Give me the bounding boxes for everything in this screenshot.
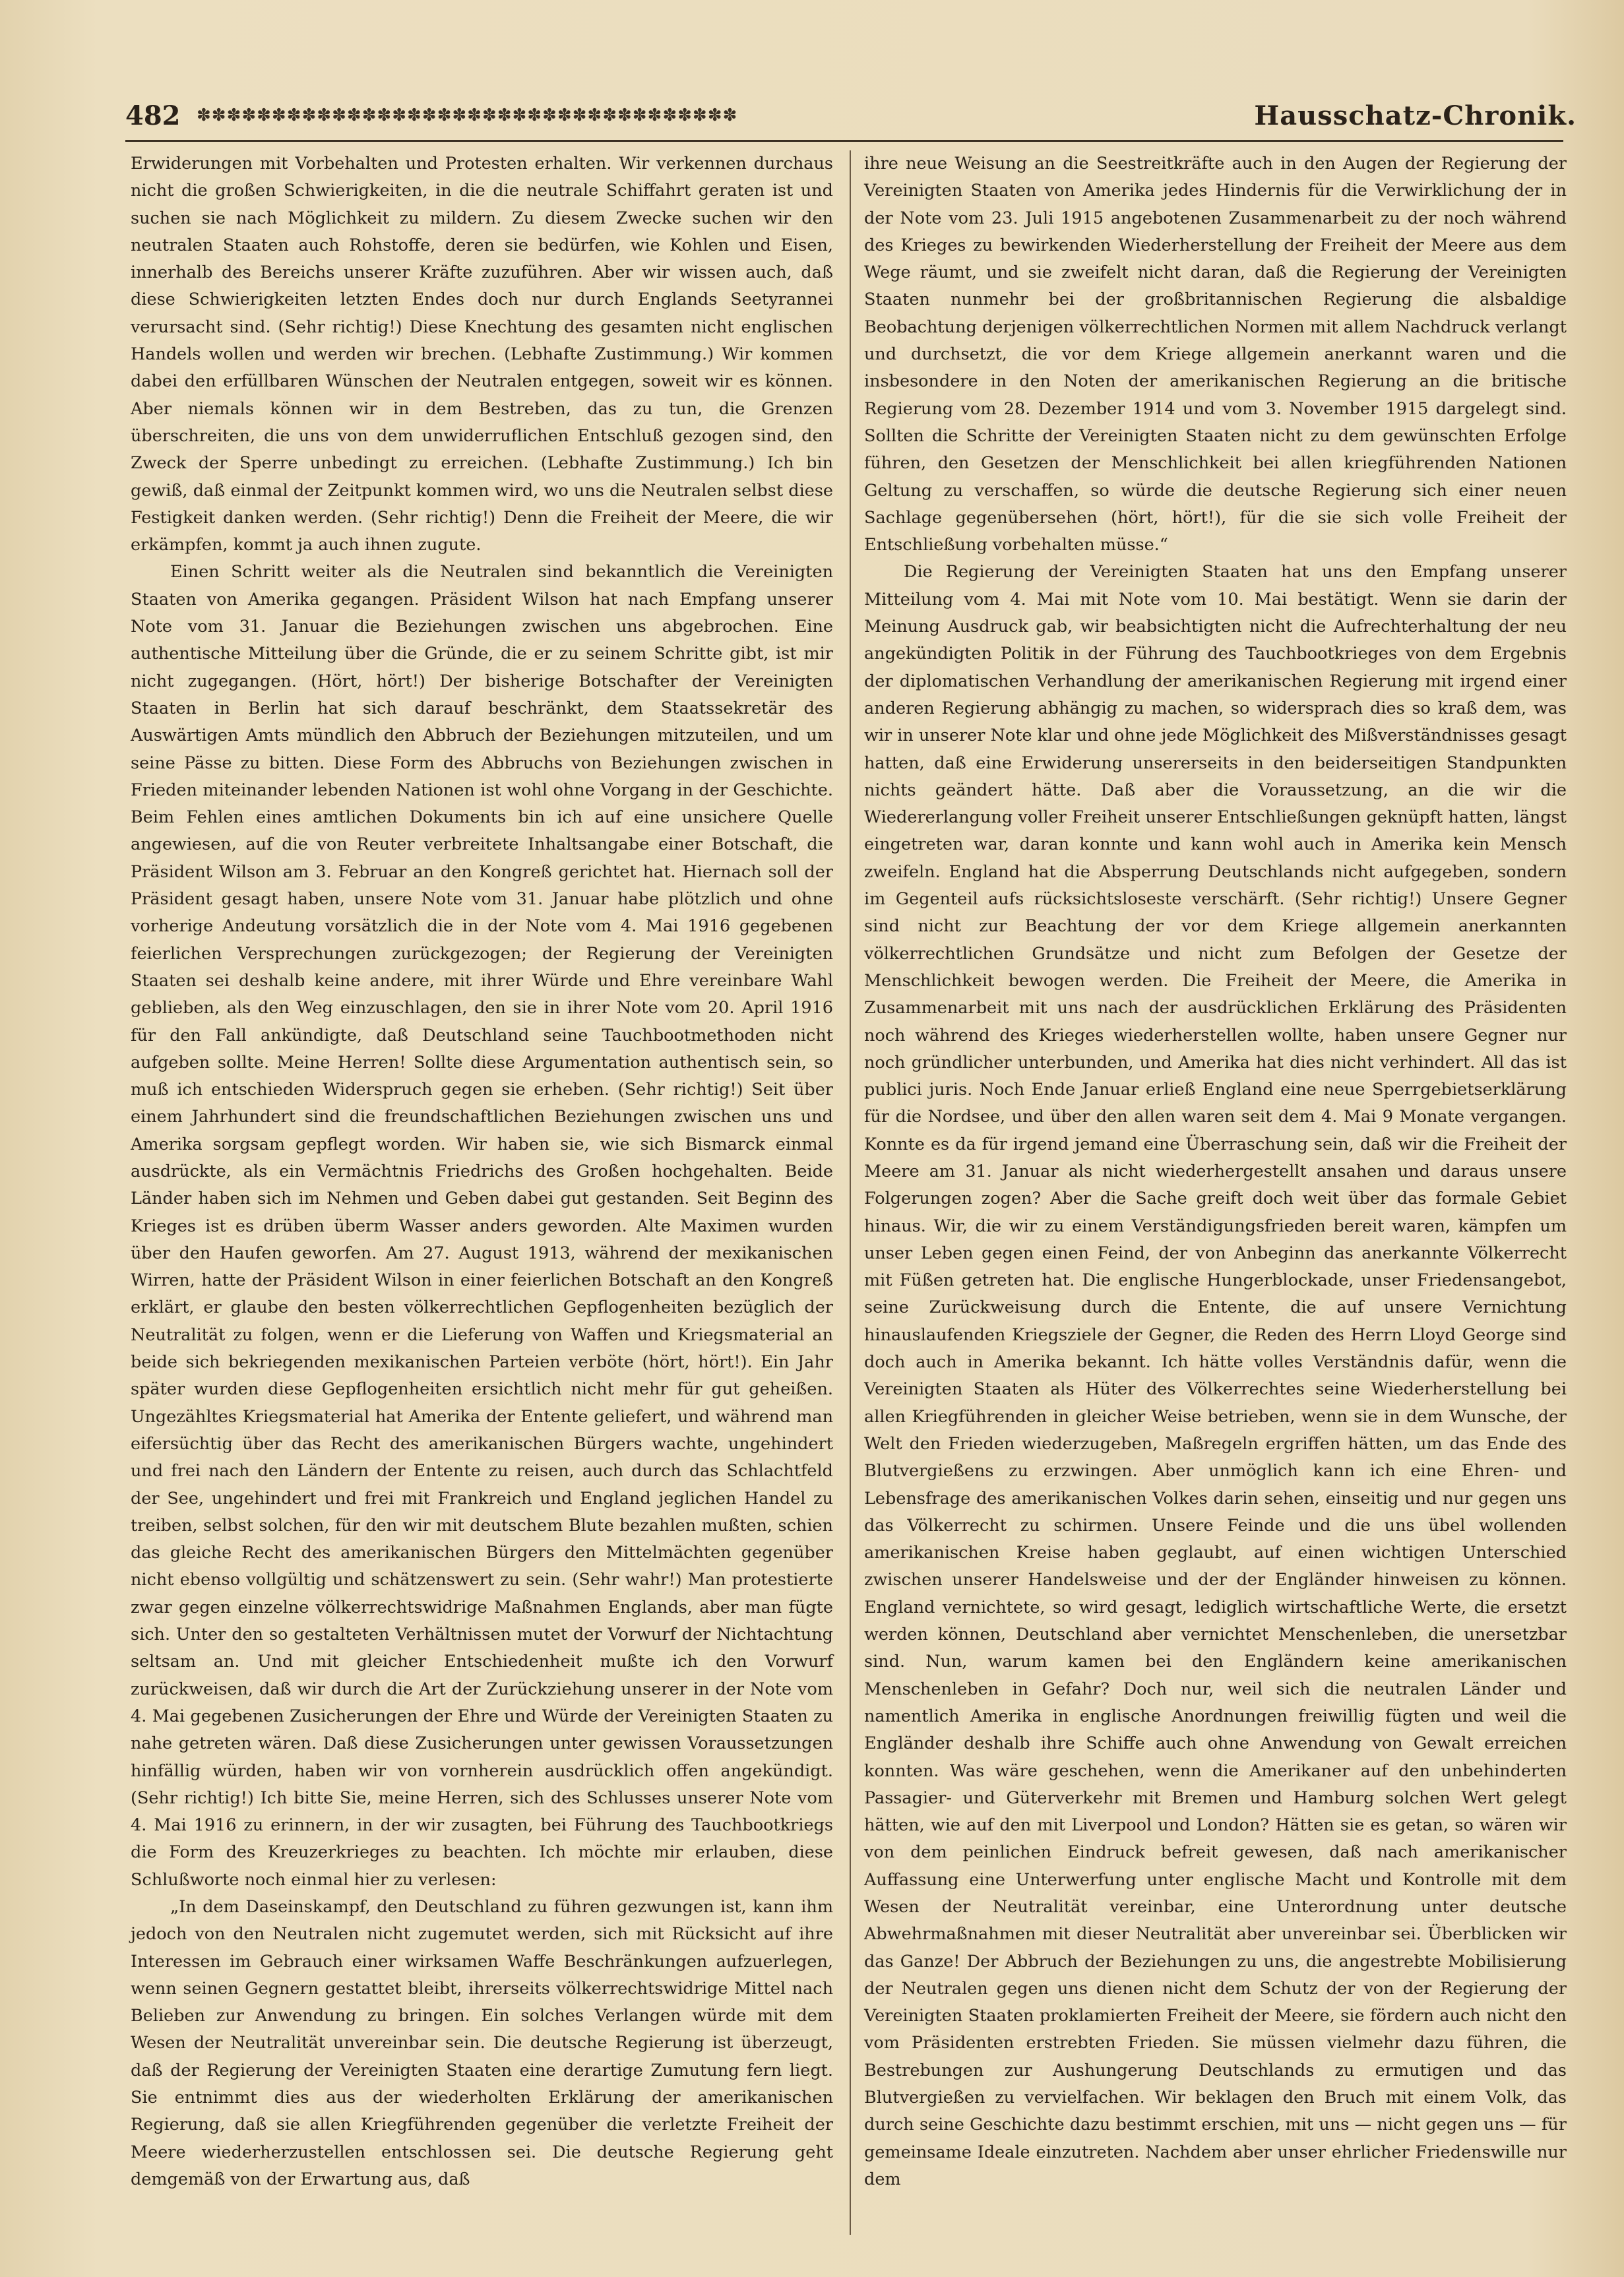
ornament-stars: ✽✽✽✽✽✽✽✽✽✽✽✽✽✽✽✽✽✽✽✽✽✽✽✽✽✽✽✽✽✽✽✽✽✽✽✽ — [197, 106, 738, 125]
column-divider — [850, 150, 851, 2235]
right-column — [864, 150, 1567, 2193]
running-header — [125, 92, 1577, 139]
paragraph: Erwiderungen mit Vorbehalten und Protesten erhalten. Wir verkennen durchaus nicht die großen Schwierigkeiten, in die die neutrale Schiffahrt geraten ist und suchen sie nach Möglichkeit zu mildern. Zu diesem Zwecke suchen wir den neutralen Staaten auch Rohstoffe, deren sie bedürfen, wie Kohlen und Eisen, innerhalb des Bereichs unserer Kräfte zuzuführen. Aber wir wissen auch, daß diese Schwierigkeiten letzten Endes doch nur durch Englands Seetyrannei verursacht sind. (Sehr richtig!) Diese Knechtung des gesamten nicht englischen Handels wollen und werden wir brechen. (Lebhafte Zustimmung.) Wir kommen dabei den erfüllbaren Wünschen der Neutralen entgegen, soweit wir es können. Aber niemals können wir in dem Bestreben, das zu tun, die Grenzen überschreiten, die uns von dem unwiderruflichen Entschluß gezogen sind, den Zweck der Sperre unbedingt zu erreichen. (Lebhafte Zustimmung.) Ich bin gewiß, daß einmal der Zeitpunkt kommen wird, wo uns die Neutralen selbst diese Festigkeit danken werden. (Sehr richtig!) Denn die Freiheit der Meere, die wir erkämpfen, kommt ja auch ihnen zugute. — [131, 154, 833, 555]
page-number: 482 — [125, 100, 181, 131]
paragraph: Die Regierung der Vereinigten Staaten hat uns den Empfang unserer Mitteilung vom 4. Mai mit Note vom 10. Mai bestätigt. Wenn sie darin der Meinung Ausdruck gab, wir beabsichtigten nicht die Aufrechterhaltung der neu angekündigten Politik in der Führung des Tauchbootkrieges von dem Ergebnis der diplomatischen Verhandlung der amerikanischen Regierung mit irgend einer anderen Regierung abhängig zu machen, so widersprach dies so kraß dem, was wir in unserer Note klar und ohne jede Möglichkeit des Mißverständnisses gesagt hatten, daß eine Erwiderung unsererseits in den beiderseitigen Standpunkten nichts geändert hätte. Daß aber die Voraussetzung, an die wir die Wiedererlangung voller Freiheit unserer Entschließungen geknüpft hatten, längst eingetreten war, daran konnte und kann wohl auch in Amerika kein Mensch zweifeln. England hat die Absperrung Deutschlands nicht aufgegeben, sondern im Gegenteil aufs rücksichtsloseste verschärft. (Sehr richtig!) Unsere Gegner sind nicht zur Beachtung der vor dem Kriege allgemein anerkannten völkerrechtlichen Grundsätze und nicht zum Befolgen der Gesetze der Menschlichkeit bewogen werden. Die Freiheit der Meere, die Amerika in Zusammenarbeit mit uns nach der ausdrücklichen Erklärung des Präsidenten noch während des Krieges wiederherstellen wollte, haben unsere Gegner nur noch gründlicher unterbunden, und Amerika hat dies nicht verhindert. All das ist publici juris. Noch Ende Januar erließ England eine neue Sperrgebietserklärung für die Nordsee, und über den allen waren seit dem 4. Mai 9 Monate vergangen. Konnte es da für irgend jemand eine Überraschung sein, daß wir die Freiheit der Meere am 31. Januar als nicht wiederhergestellt ansahen und daraus unsere Folgerungen zogen? Aber die Sache greift doch weit über das formale Gebiet hinaus. Wir, die wir zu einem Verständigungsfrieden bereit waren, kämpfen um unser Leben gegen einen Feind, der von Anbeginn das anerkannte Völkerrecht mit Füßen getreten hat. Die englische Hungerblockade, unser Friedensangebot, seine Zurückweisung durch die Entente, die auf unsere Vernichtung hinauslaufenden Kriegsziele der Gegner, die Reden des Herrn Lloyd George sind doch auch in Amerika bekannt. Ich hätte volles Verständnis dafür, wenn die Vereinigten Staaten als Hüter des Völkerrechtes seine Wiederherstellung bei allen Kriegführenden in gleicher Weise betrieben, wenn sie in dem Wunsche, der Welt den Frieden wiederzugeben, Maßregeln ergriffen hätten, um das Ende des Blutvergießens zu erzwingen. Aber unmöglich kann ich eine Ehren- und Lebensfrage des amerikanischen Volkes darin sehen, einseitig und nur gegen uns das Völkerrecht zu schirmen. Unsere Feinde und die uns übel wollenden amerikanischen Kreise haben geglaubt, auf einen wichtigen Unterschied zwischen unserer Handelsweise und der der Engländer hinweisen zu können. England vernichtete, so wird gesagt, lediglich wirtschaftliche Werte, die ersetzt werden können, Deutschland aber vernichtet Menschenleben, die unersetzbar sind. Nun, warum kamen bei den Engländern keine amerikanischen Menschenleben in Gefahr? Doch nur, weil sich die neutralen Länder und namentlich Amerika in englische Anordnungen freiwillig fügten und weil die Engländer deshalb ihre Schiffe auch ohne Anwendung von Gewalt erreichen konnten. Was wäre geschehen, wenn die Amerikaner auf den unbehinderten Passagier- und Güterverkehr mit Bremen und Hamburg solchen Wert gelegt hätten, wie auf den mit Liverpool und London? Hätten sie es getan, so wären wir von dem peinlichen Eindruck befreit gewesen, daß nach amerikanischer Auffassung eine Unterwerfung unter englische Macht und Kontrolle mit dem Wesen der Neutralität vereinbar, eine Unterordnung unter deutsche Abwehrmaßnahmen mit dieser Neutralität aber unvereinbar sei. Überblicken wir das Ganze! Der Abbruch der Beziehungen zu uns, die angestrebte Mobilisierung der Neutralen gegen uns dienen nicht dem Schutz der von der Regierung der Vereinigten Staaten proklamierten Freiheit der Meere, sie fördern auch nicht den vom Präsidenten erstrebten Frieden. Sie müssen vielmehr dazu führen, die Bestrebungen zur Aushungerung Deutschlands zu ermutigen und das Blutvergießen zu vervielfachen. Wir beklagen den Bruch mit einem Volk, das durch seine Geschichte dazu bestimmt erschien, mit uns — nicht gegen uns — für gemeinsame Ideale einzutreten. Nachdem aber unser ehrlicher Friedenswille nur dem — [864, 562, 1567, 2189]
left-column — [131, 150, 833, 2193]
paragraph: ihre neue Weisung an die Seestreitkräfte auch in den Augen der Regierung der Vereinigten Staaten von Amerika jedes Hindernis für die Verwirklichung der in der Note vom 23. Juli 1915 angebotenen Zusammenarbeit zu der noch während des Krieges zu bewirkenden Wiederherstellung der Freiheit der Meere aus dem Wege räumt, und sie zweifelt nicht daran, daß die Regierung der Vereinigten Staaten nunmehr bei der großbritannischen Regierung die alsbaldige Beobachtung derjenigen völkerrechtlichen Normen mit allem Nachdruck verlangt und durchsetzt, die vor dem Kriege allgemein anerkannt waren und die insbesondere in den Noten der amerikanischen Regierung an die britische Regierung vom 28. Dezember 1914 und vom 3. November 1915 dargelegt sind. Sollten die Schritte der Vereinigten Staaten nicht zu dem gewünschten Erfolge führen, den Gesetzen der Menschlichkeit bei allen kriegführenden Nationen Geltung zu verschaffen, so würde die deutsche Regierung sich einer neuen Sachlage gegenübersehen (hört, hört!), für die sie sich volle Freiheit der Entschließung vorbehalten müsse.“ — [864, 154, 1567, 555]
paragraph: Einen Schritt weiter als die Neutralen sind bekanntlich die Vereinigten Staaten von Amerika gegangen. Präsident Wilson hat nach Empfang unserer Note vom 31. Januar die Beziehungen zwischen uns abgebrochen. Eine authentische Mitteilung über die Gründe, die er zu seinem Schritte gibt, ist mir nicht zugegangen. (Hört, hört!) Der bisherige Botschafter der Vereinigten Staaten in Berlin hat sich darauf beschränkt, dem Staatssekretär des Auswärtigen Amts mündlich den Abbruch der Beziehungen mitzuteilen, und um seine Pässe zu bitten. Diese Form des Abbruchs von Beziehungen zwischen in Frieden miteinander lebenden Nationen ist wohl ohne Vorgang in der Geschichte. Beim Fehlen eines amtlichen Dokuments bin ich auf eine unsichere Quelle angewiesen, auf die von Reuter verbreitete Inhaltsangabe einer Botschaft, die Präsident Wilson am 3. Februar an den Kongreß gerichtet hat. Hiernach soll der Präsident gesagt haben, unsere Note vom 31. Januar habe plötzlich und ohne vorherige Andeutung vorsätzlich die in der Note vom 4. Mai 1916 gegebenen feierlichen Versprechungen zurückgezogen; der Regierung der Vereinigten Staaten sei deshalb keine andere, mit ihrer Würde und Ehre vereinbare Wahl geblieben, als den Weg einzuschlagen, den sie in ihrer Note vom 20. April 1916 für den Fall ankündigte, daß Deutschland seine Tauchbootmethoden nicht aufgeben sollte. Meine Herren! Sollte diese Argumentation authentisch sein, so muß ich entschieden Widerspruch gegen sie erheben. (Sehr richtig!) Seit über einem Jahrhundert sind die freundschaftlichen Beziehungen zwischen uns und Amerika sorgsam gepflegt worden. Wir haben sie, wie sich Bismarck einmal ausdrückte, als ein Vermächtnis Friedrichs des Großen hochgehalten. Beide Länder haben sich im Nehmen und Geben dabei gut gestanden. Seit Beginn des Krieges ist es drüben überm Wasser anders geworden. Alte Maximen wurden über den Haufen geworfen. Am 27. August 1913, während der mexikanischen Wirren, hatte der Präsident Wilson in einer feierlichen Botschaft an den Kongreß erklärt, er glaube den besten völkerrechtlichen Gepflogenheiten bezüglich der Neutralität zu folgen, wenn er die Lieferung von Waffen und Kriegsmaterial an beide sich bekriegenden mexikanischen Parteien verböte (hört, hört!). Ein Jahr später wurden diese Gepflogenheiten ersichtlich nicht mehr für gut geheißen. Ungezähltes Kriegsmaterial hat Amerika der Entente geliefert, und während man eifersüchtig über das Recht des amerikanischen Bürgers wachte, ungehindert und frei nach den Ländern der Entente zu reisen, auch durch das Schlachtfeld der See, ungehindert und frei mit Frankreich und England jeglichen Handel zu treiben, selbst solchen, für den wir mit deutschem Blute bezahlen mußten, schien das gleiche Recht des amerikanischen Bürgers den Mittelmächten gegenüber nicht ebenso vollgültig und schätzenswert zu sein. (Sehr wahr!) Man protestierte zwar gegen einzelne völkerrechtswidrige Maßnahmen Englands, aber man fügte sich. Unter den so gestalteten Verhältnissen mutet der Vorwurf der Nichtachtung seltsam an. Und mit gleicher Entschiedenheit mußte ich den Vorwurf zurückweisen, daß wir durch die Art der Zurückziehung unserer in der Note vom 4. Mai gegebenen Zusicherungen der Ehre und Würde der Vereinigten Staaten zu nahe getreten wären. Daß diese Zusicherungen unter gewissen Voraussetzungen hinfällig würden, haben wir von vornherein ausdrücklich offen angekündigt. (Sehr richtig!) Ich bitte Sie, meine Herren, sich des Schlusses unserer Note vom 4. Mai 1916 zu erinnern, in der wir zusagten, bei Führung des Tauchbootkriegs die Form des Kreuzerkrieges zu beachten. Ich möchte mir erlauben, diese Schlußworte noch einmal hier zu verlesen: — [131, 562, 833, 1890]
header-rule — [125, 140, 1563, 142]
quote-paragraph: „In dem Daseinskampf, den Deutschland zu führen gezwungen ist, kann ihm jedoch von den Neutralen nicht zugemutet werden, sich mit Rücksicht auf ihre Interessen im Gebrauch einer wirksamen Waffe Beschränkungen aufzuerlegen, wenn seinen Gegnern gestattet bleibt, ihrerseits völkerrechtswidrige Mittel nach Belieben zur Anwendung zu bringen. Ein solches Verlangen würde mit dem Wesen der Neutralität unvereinbar sein. Die deutsche Regierung ist überzeugt, daß der Regierung der Vereinigten Staaten eine derartige Zumutung fern liegt. Sie entnimmt dies aus der wiederholten Erklärung der amerikanischen Regierung, daß sie allen Kriegführenden gegenüber die verletzte Freiheit der Meere wiederherzustellen entschlossen sei. Die deutsche Regierung geht demgemäß von der Erwartung aus, daß — [131, 1897, 833, 2189]
header-title: Hausschatz-Chronik. — [1254, 100, 1577, 131]
